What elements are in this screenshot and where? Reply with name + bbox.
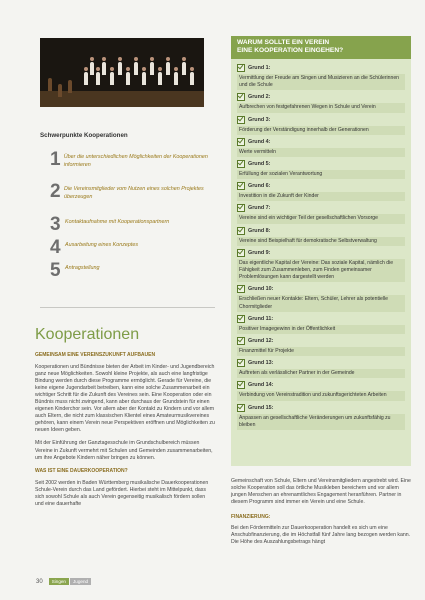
reason-text: Förderung der Verständigung innerhalb der Generationen <box>237 126 405 135</box>
checkbox-icon <box>237 315 245 323</box>
checkbox-icon <box>237 116 245 124</box>
article-title: Kooperationen <box>35 326 140 343</box>
checkbox-icon <box>237 182 245 190</box>
singer-figure <box>126 72 130 85</box>
reason-header <box>237 248 405 258</box>
reason-label: Grund 4: <box>248 138 271 145</box>
reason-label: Grund 13: <box>248 360 274 367</box>
singer-head <box>166 57 170 61</box>
reason-text: Investition in die Zukunft der Kinder <box>237 192 405 201</box>
paragraph-gemeinschaft: Gemeinschaft von Schule, Eltern und Vereinsmitgliedern angestrebt wird. Eine solche Kooperation soll das örtliche Musikleben bereichern und vor allem jungen Menschen an ehrenamtliches Engagement heranführen. Partner in diesem Programm sind immer ein Verein und eine Schule. <box>231 478 411 506</box>
reason-header <box>237 181 405 191</box>
reasons-box-title <box>231 36 411 59</box>
article-right-column <box>231 478 411 546</box>
step-2 <box>50 182 220 215</box>
reason-label: Grund 15: <box>248 404 274 411</box>
checkbox-icon <box>237 404 245 412</box>
singer-figure <box>158 72 162 85</box>
singer-figure <box>90 62 94 75</box>
reason-header <box>237 115 405 125</box>
singer-head <box>126 67 130 71</box>
singer-figure <box>182 62 186 75</box>
paragraph-intro: Kooperationen und Bündnisse bieten der Arbeit im Kinder- und Jugendbereich ganz neue Möglichkeiten. Sowohl kleine Projekte, als auch eine langfristige Bindung werden durch diese Programme ermöglicht. Gerade für Vereine, die keine eigene Jugendarbeit betreiben, kann eine solche Zusammenarbeit ein wichtiger Schritt für die Zukunft des Vereines sein. Eine Kooperation oder ein Bündnis muss nicht zwingend, kann aber durchaus der Grundstein für einen eigenen Kinderchor sein. Vor allem aber der Kontakt zu Kindern und vor allem auch Eltern, die nicht zum klassischen Klientel eines Amateurmusikvereines gehören, kann einem Verein neue Perspektiven eröffnen und Möglichkeiten zu neuen Ideen geben. <box>35 364 215 434</box>
singer-head <box>182 57 186 61</box>
checkbox-icon <box>237 249 245 257</box>
step-text: Kontaktaufnahme mit Kooperationspartnern <box>65 219 170 225</box>
checkbox-icon <box>237 160 245 168</box>
steps-list <box>50 150 220 284</box>
singer-head <box>150 57 154 61</box>
musician-figure <box>48 78 52 91</box>
reason-label: Grund 14: <box>248 382 274 389</box>
reason-header <box>237 358 405 368</box>
musician-figure <box>68 80 72 93</box>
reason-text: Auftreten als verlässlicher Partner in der Gemeinde <box>237 369 405 378</box>
singer-head <box>96 67 100 71</box>
checkbox-icon <box>237 64 245 72</box>
reason-header <box>237 314 405 324</box>
singer-head <box>158 67 162 71</box>
step-text: Ausarbeitung eines Konzeptes <box>65 242 139 248</box>
choir-photo <box>40 38 204 107</box>
singer-head <box>118 57 122 61</box>
reasons-title-line1: WARUM SOLLTE EIN VEREIN <box>237 39 330 46</box>
reason-text: Werte vermitteln <box>237 148 405 157</box>
reason-text: Erschließen neuer Kontakte: Eltern, Schüler, Lehrer als potentielle Chormitglieder <box>237 295 405 311</box>
reason-label: Grund 10: <box>248 286 274 293</box>
page-footer <box>36 578 91 585</box>
reasons-title-line2: EINE KOOPERATION EINGEHEN? <box>237 47 344 54</box>
stage-floor <box>40 91 204 107</box>
paragraph-dauerkooperation: Seit 2002 werden in Baden Württemberg musikalische Dauerkooperationen Schule-Verein durch das Land gefördert. Hierbei steht im Mittelpunkt, dass sich sowohl Schule als auch Verein gegenseitig musikalisch fördern sollen und eine dauerhafte <box>35 479 209 507</box>
singer-head <box>110 67 114 71</box>
singer-figure <box>190 72 194 85</box>
singer-figure <box>102 62 106 75</box>
singer-figure <box>174 72 178 85</box>
subheading-finanzierung: FINANZIERUNG: <box>231 514 271 521</box>
reason-header <box>237 380 405 390</box>
step-number: 5 <box>50 260 61 281</box>
singer-figure <box>166 62 170 75</box>
reason-label: Grund 3: <box>248 116 271 123</box>
checkbox-icon <box>237 359 245 367</box>
subheading-vereinszukunft: GEMEINSAM EINE VEREINSZUKUNFT AUFBAUEN <box>35 352 156 358</box>
reason-label: Grund 2: <box>248 94 271 101</box>
checkbox-icon <box>237 227 245 235</box>
reason-text: Anpassen an gesellschaftliche Veränderungen um zukunftsfähig zu bleiben <box>237 414 405 430</box>
step-text: Die Vereinsmitglieder vom Nutzen eines solchen Projektes überzeugen <box>63 186 204 200</box>
singer-head <box>174 67 178 71</box>
singer-figure <box>84 72 88 85</box>
reason-header <box>237 284 405 294</box>
reason-header <box>237 226 405 236</box>
reason-text: Finanzmittel für Projekte <box>237 347 405 356</box>
reason-header <box>237 336 405 346</box>
subheading-dauerkooperation: WAS IST EINE DAUERKOOPERATION? <box>35 467 128 474</box>
reason-text: Das eigentliche Kapital der Vereine: Das soziale Kapital, nämlich die Fähigkeit zum Zusammenleben, zum Finden gemeinsamer Problemlösungen kann dargestellt werden <box>237 259 405 283</box>
step-1 <box>50 150 220 182</box>
reason-label: Grund 11: <box>248 315 274 322</box>
article-left-column <box>35 352 215 508</box>
reason-text: Vereine sind Beispielhaft für demokratische Selbstverwaltung <box>237 237 405 246</box>
singer-head <box>134 57 138 61</box>
reason-header <box>237 203 405 213</box>
step-4 <box>50 238 220 261</box>
reason-text: Verbindung von Vereinstradition und zukunftsgerichteten Arbeiten <box>237 391 405 400</box>
checkbox-icon <box>237 93 245 101</box>
schwerpunkte-title: Schwerpunkte Kooperationen <box>40 132 128 139</box>
reason-label: Grund 5: <box>248 161 271 168</box>
reason-text: Vermittlung der Freude am Singen und Musizieren an die Schülerinnen und die Schule <box>237 74 405 90</box>
brand-label-jugend: Jugend <box>70 578 91 585</box>
brand-label-singen: Singen <box>49 578 69 585</box>
reasons-box <box>231 36 411 466</box>
reason-header <box>237 159 405 169</box>
reasons-list <box>231 59 411 430</box>
singer-figure <box>118 62 122 75</box>
checkbox-icon <box>237 381 245 389</box>
musician-figure <box>58 84 62 97</box>
singer-head <box>90 57 94 61</box>
checkbox-icon <box>237 138 245 146</box>
section-divider <box>40 307 215 308</box>
checkbox-icon <box>237 337 245 345</box>
reason-header <box>237 137 405 147</box>
page-number: 30 <box>36 578 43 585</box>
reason-header <box>237 92 405 102</box>
reason-header <box>237 403 405 413</box>
singer-figure <box>96 72 100 85</box>
singer-figure <box>142 72 146 85</box>
paragraph-ganztagesschule: Mit der Einführung der Ganztagesschule im Grundschulbereich müssen Vereine in Zukunft vermehrt mit Schulen und Gemeinden zusammenarbeiten, um ihre Angebote Kindern näher bringen zu können. <box>35 440 213 461</box>
reason-text: Vereine sind ein wichtiger Teil der gesellschaftlichen Vorsorge <box>237 214 405 223</box>
paragraph-finanzierung: Bei den Fördermitteln zur Dauerkooperation handelt es sich um eine Anschubfinanzierung, die im Höchstfall fünf Jahre lang bezogen werden kann. Die Höhe des Auszahlungsbetrags hängt <box>231 525 411 546</box>
reason-label: Grund 1: <box>248 65 271 71</box>
reason-label: Grund 8: <box>248 227 271 234</box>
reason-label: Grund 9: <box>248 249 271 256</box>
singer-head <box>102 57 106 61</box>
reason-text: Positiver Imagegewinn in der Öffentlichkeit <box>237 325 405 334</box>
singer-figure <box>134 62 138 75</box>
step-number: 2 <box>50 181 61 202</box>
reason-label: Grund 7: <box>248 205 271 212</box>
step-text: Antragstellung <box>65 265 100 271</box>
step-number: 3 <box>50 214 61 235</box>
singer-figure <box>110 72 114 85</box>
reason-text: Erfüllung der sozialen Verantwortung <box>237 170 405 179</box>
reason-label: Grund 12: <box>248 338 274 345</box>
reason-label: Grund 6: <box>248 183 271 190</box>
singer-head <box>84 67 88 71</box>
step-5 <box>50 261 220 284</box>
step-number: 1 <box>50 149 61 170</box>
step-number: 4 <box>50 237 61 258</box>
step-text: Über die unterschiedlichen Möglichkeiten der Kooperationen informieren <box>63 154 208 168</box>
singer-head <box>142 67 146 71</box>
reason-header <box>237 63 405 73</box>
singer-figure <box>150 62 154 75</box>
checkbox-icon <box>237 285 245 293</box>
reason-text: Aufbrechen von festgefahrenen Wegen in Schule und Verein <box>237 103 405 112</box>
step-3 <box>50 215 220 238</box>
singer-head <box>190 67 194 71</box>
checkbox-icon <box>237 204 245 212</box>
